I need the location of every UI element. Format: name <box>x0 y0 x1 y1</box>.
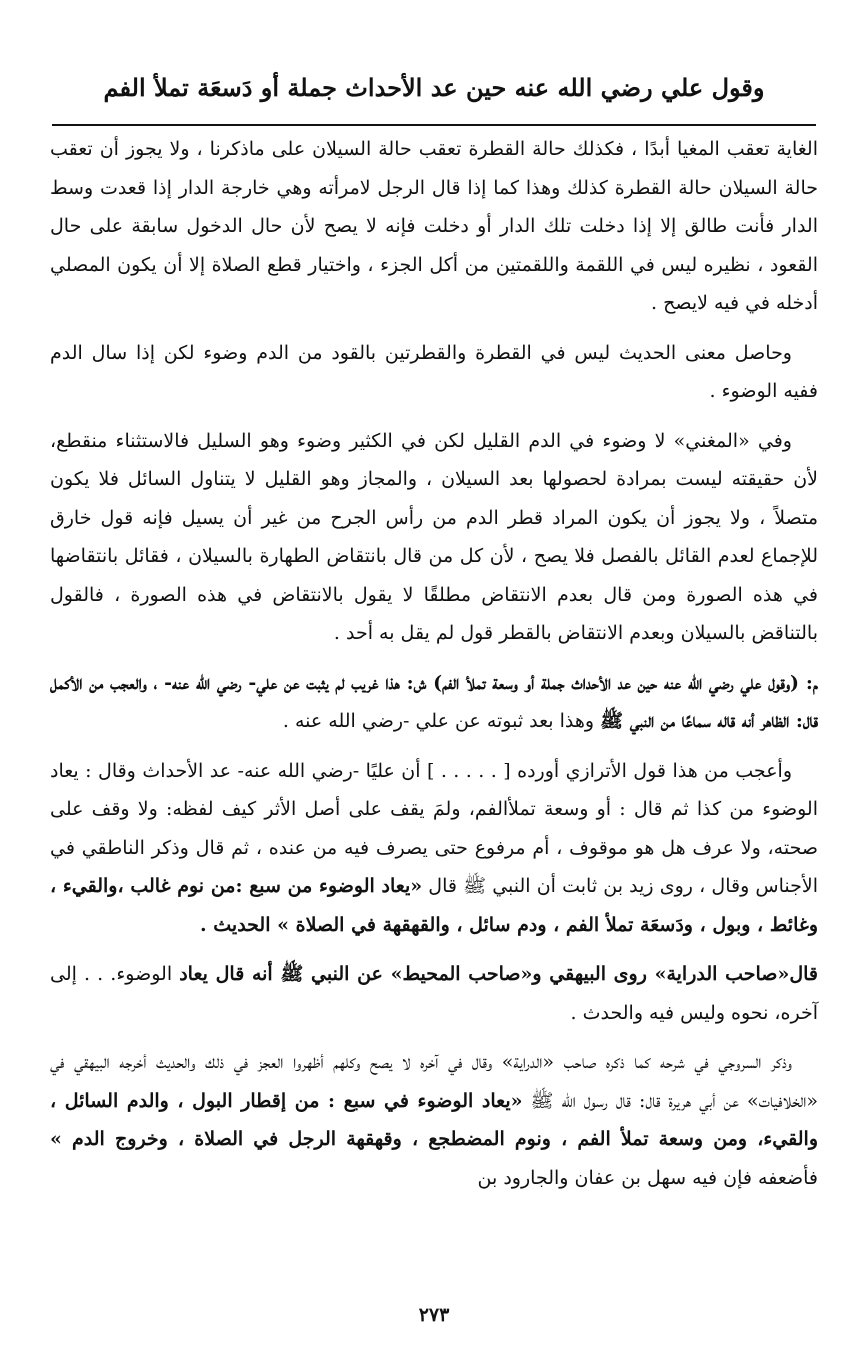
body-text <box>50 130 818 1208</box>
paragraph-3-text: وفي «المغني» لا وضوء في الدم القليل لكن في الكثير وضوء وهو السليل فالاستثناء منقطع، لأن حقيقته ليست بمرادة لحصولها بعد السيلان ، والمجاز وهو القليل لا يتناول السائل فلا يكون متصلاً ، ولا يجوز أن يكون المراد قطر الدم من رأس الجرح من غير أن يسيل فإنه قول خارق للإجماع لعدم القائل بالفصل فلا يصح ، لأن كل من قال بانتقاض الطهارة بالسيلان ، فقائل بانتقاضها في هذه الصورة ومن قال بعدم الانتقاض مطلقًا لا يقول بالانتقاض في هذه الصورة ، فالقول بالتناقض بالسيلان وبعدم الانتقاض بالقطر قول لم يقل به أحد . <box>50 429 818 644</box>
paragraph-5-hadith-quote: «يعاد الوضوء من سبع :من نوم غالب ،والقيء ، وغائط ، وبول ، ودَسعَة تملأ الفم ، ودم سائل ، والقهقهة في الصلاة » <box>50 875 818 936</box>
paragraph-5 <box>50 752 818 945</box>
paragraph-4-rest-text: وهذا بعد ثبوته عن علي -رضي الله عنه . <box>282 710 595 732</box>
paragraph-6-rest-text: الوضوء. . . إلى آخره، نحوه وليس فيه والحدث . <box>50 963 818 1024</box>
running-header: وقول علي رضي الله عنه حين عد الأحداث جملة أو دَسعَة تملأ الفم <box>103 73 765 102</box>
paragraph-7-text-c: فأضعفه فإن فيه سهل بن عفان والجارود بن <box>477 1166 818 1189</box>
paragraph-7 <box>50 1043 818 1197</box>
paragraph-2-text: وحاصل معنى الحديث ليس في القطرة والقطرتين بالقود من الدم وضوء لكن إذا سال الدم ففيه الوضوء . <box>50 341 818 402</box>
paragraph-4-bold-text: م: (وقول علي رضي الله عنه حين عد الأحداث جملة أو وسعة تملأ الفم) ش: هذا غريب لم يثبت عن علي- رضي الله عنه- ، والعجب من الأكمل قال: الظاهر أنه قاله سماعًا من النبي ﷺ <box>50 671 818 732</box>
paragraph-1 <box>50 130 818 323</box>
paragraph-6-bold-text: قال«صاحب الدراية» روى البيهقي و«صاحب المحيط» عن النبي ﷺ أنه قال يعاد <box>179 963 818 985</box>
paragraph-3 <box>50 422 818 653</box>
paragraph-2 <box>50 334 818 411</box>
page-number: ٢٧٣ <box>418 1304 450 1326</box>
paragraph-7-text-a: وذكر السروجي في شرحه كما ذكره صاحب «الدراية» وقال في آخره لا يصح وكلهم أظهروا العجز في ذلك والحديث أخرجه البيهقي في «الخلافيات» عن أبي هريرة قال: قال رسول الله ﷺ <box>50 1051 818 1112</box>
paragraph-5-text-c: الحديث . <box>200 913 278 936</box>
paragraph-6 <box>50 955 818 1032</box>
paragraph-1-text: الغاية تعقب المغيا أبدًا ، فكذلك حالة القطرة تعقب حالة السيلان على ماذكرنا ، ولا يجوز أن تعقب حالة السيلان حالة القطرة كذلك وهذا كما إذا قال الرجل لامرأته وهي خارجة الدار إذا قعدت وسط الدار فأنت طالق إلا إذا دخلت تلك الدار أو دخلت فإنه لا يصح لأن حال الدخول سابقة على حال القعود ، نظيره ليس في اللقمة واللقمتين من أكل الجزء ، واختيار قطع الصلاة إلا أن يكون المصلي أدخله في فيه لايصح . <box>50 138 818 314</box>
paragraph-5-text-a: وأعجب من هذا قول الأترازي أورده [ . . . . . ] أن عليًا -رضي الله عنه- عد الأحداث وقال : يعاد الوضوء من كذا ثم قال : أو وسعة تملأالفم، ولمَ يقف على أصل الأثر كيف لفظه: ولا وقف على صحته، ولا عرف هل هو موقوف ، أم مرفوع حتى يصرف فيه من عنده ، ثم قال وذكر الناطقي في الأجناس وقال ، روى زيد بن ثابت أن النبي ﷺ قال <box>50 759 818 897</box>
paragraph-7-hadith-quote: «يعاد الوضوء في سبع : من إقطار البول ، والدم السائل ، والقيء، ومن وسعة تملأ الفم ، ونوم المضطجع ، وقهقهة الرجل في الصلاة ، وخروج الدم » <box>50 1089 818 1150</box>
paragraph-4 <box>50 664 818 741</box>
header-rule <box>52 124 816 126</box>
